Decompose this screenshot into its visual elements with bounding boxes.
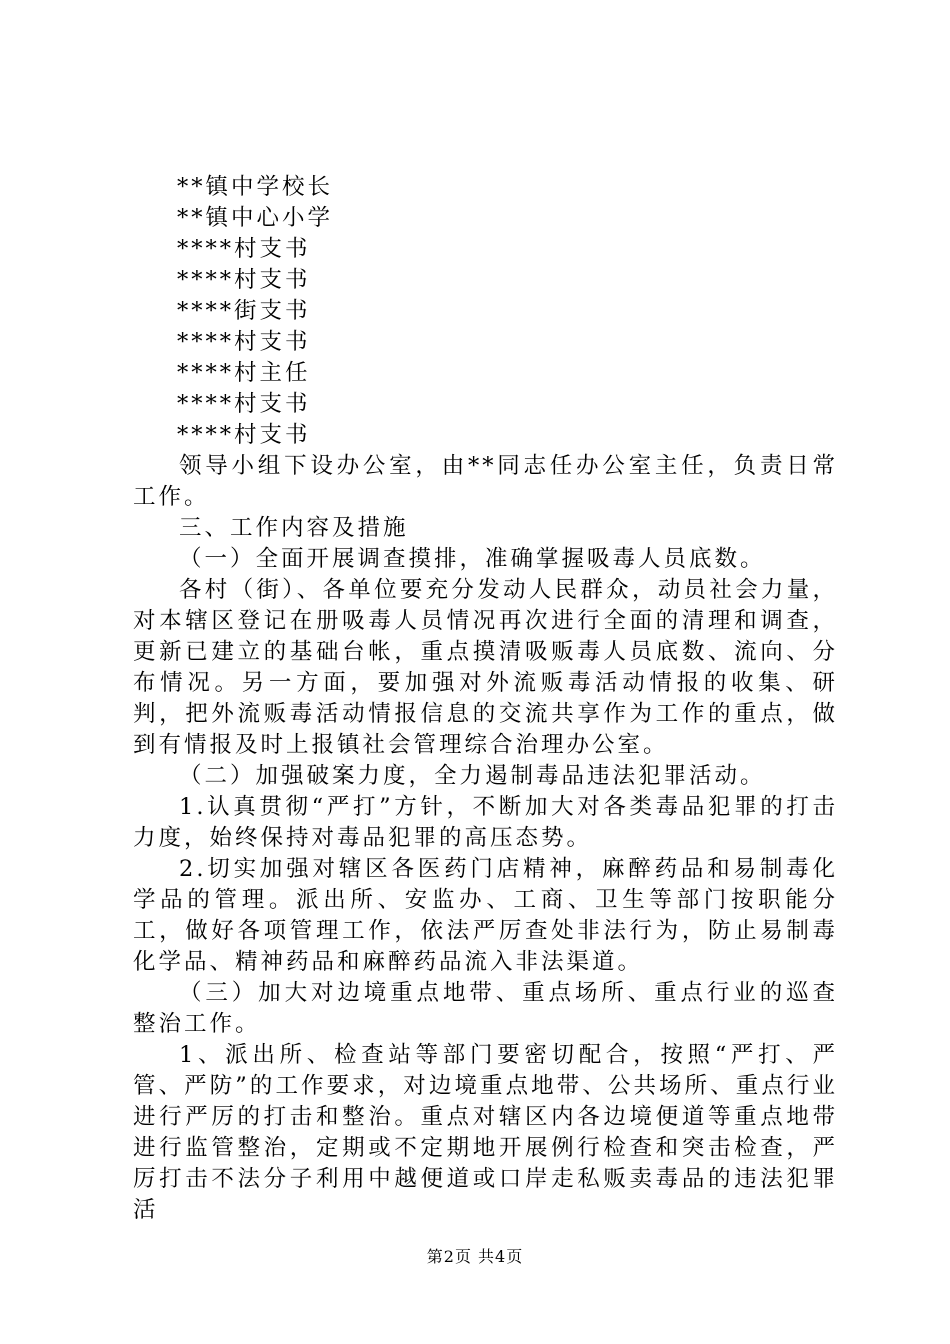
body-paragraph: 2.切实加强对辖区各医药门店精神，麻醉药品和易制毒化学品的管理。派出所、安监办、工商、卫生等部门按职能分工，做好各项管理工作，依法严厉查处非法行为，防止易制毒化学品、精神药品和麻醉药品流入非法渠道。 (133, 856, 838, 975)
office-note-paragraph: 领导小组下设办公室，由**同志任办公室主任，负责日常工作。 (133, 453, 838, 510)
member-line: ****村支书 (177, 422, 311, 448)
member-line: **镇中心小学 (177, 205, 334, 231)
member-line: ****村支书 (177, 329, 311, 355)
body-paragraph: 1.认真贯彻“严打”方针，不断加大对各类毒品犯罪的打击力度，始终保持对毒品犯罪的高压态势。 (133, 794, 838, 851)
page-indicator: 第2页 共4页 (426, 1247, 524, 1266)
body-paragraph: 1、派出所、检查站等部门要密切配合，按照“严打、严管、严防”的工作要求，对边境重点地带、公共场所、重点行业进行严厉的打击和整治。重点对辖区内各边境便道等重点地带进行监管整治，定期或不定期地开展例行检查和突击检查，严厉打击不法分子利用中越便道或口岸走私贩卖毒品的违法犯罪活 (133, 1042, 838, 1223)
member-line: ****街支书 (177, 298, 311, 324)
member-line: ****村支书 (177, 391, 311, 417)
member-line: ****村主任 (177, 360, 311, 386)
subsection-heading: （一）全面开展调查摸排，准确掌握吸毒人员底数。 (179, 546, 766, 572)
subsection-heading: （二）加强破案力度，全力遏制毒品违法犯罪活动。 (179, 763, 766, 789)
body-paragraph: 各村（街）、各单位要充分发动人民群众，动员社会力量，对本辖区登记在册吸毒人员情况再次进行全面的清理和调查，更新已建立的基础台帐，重点摸清吸贩毒人员底数、流向、分布情况。另一方面，要加强对外流贩毒活动情报的收集、研判，把外流贩毒活动情报信息的交流共享作为工作的重点，做到有情报及时上报镇社会管理综合治理办公室。 (133, 577, 838, 758)
member-line: **镇中学校长 (177, 174, 334, 200)
section-heading: 三、工作内容及措施 (179, 515, 409, 541)
member-line: ****村支书 (177, 236, 311, 262)
member-line: ****村支书 (177, 267, 311, 293)
document-body (133, 172, 838, 1226)
subsection-heading: （三）加大对边境重点地带、重点场所、重点行业的巡查整治工作。 (133, 980, 838, 1037)
